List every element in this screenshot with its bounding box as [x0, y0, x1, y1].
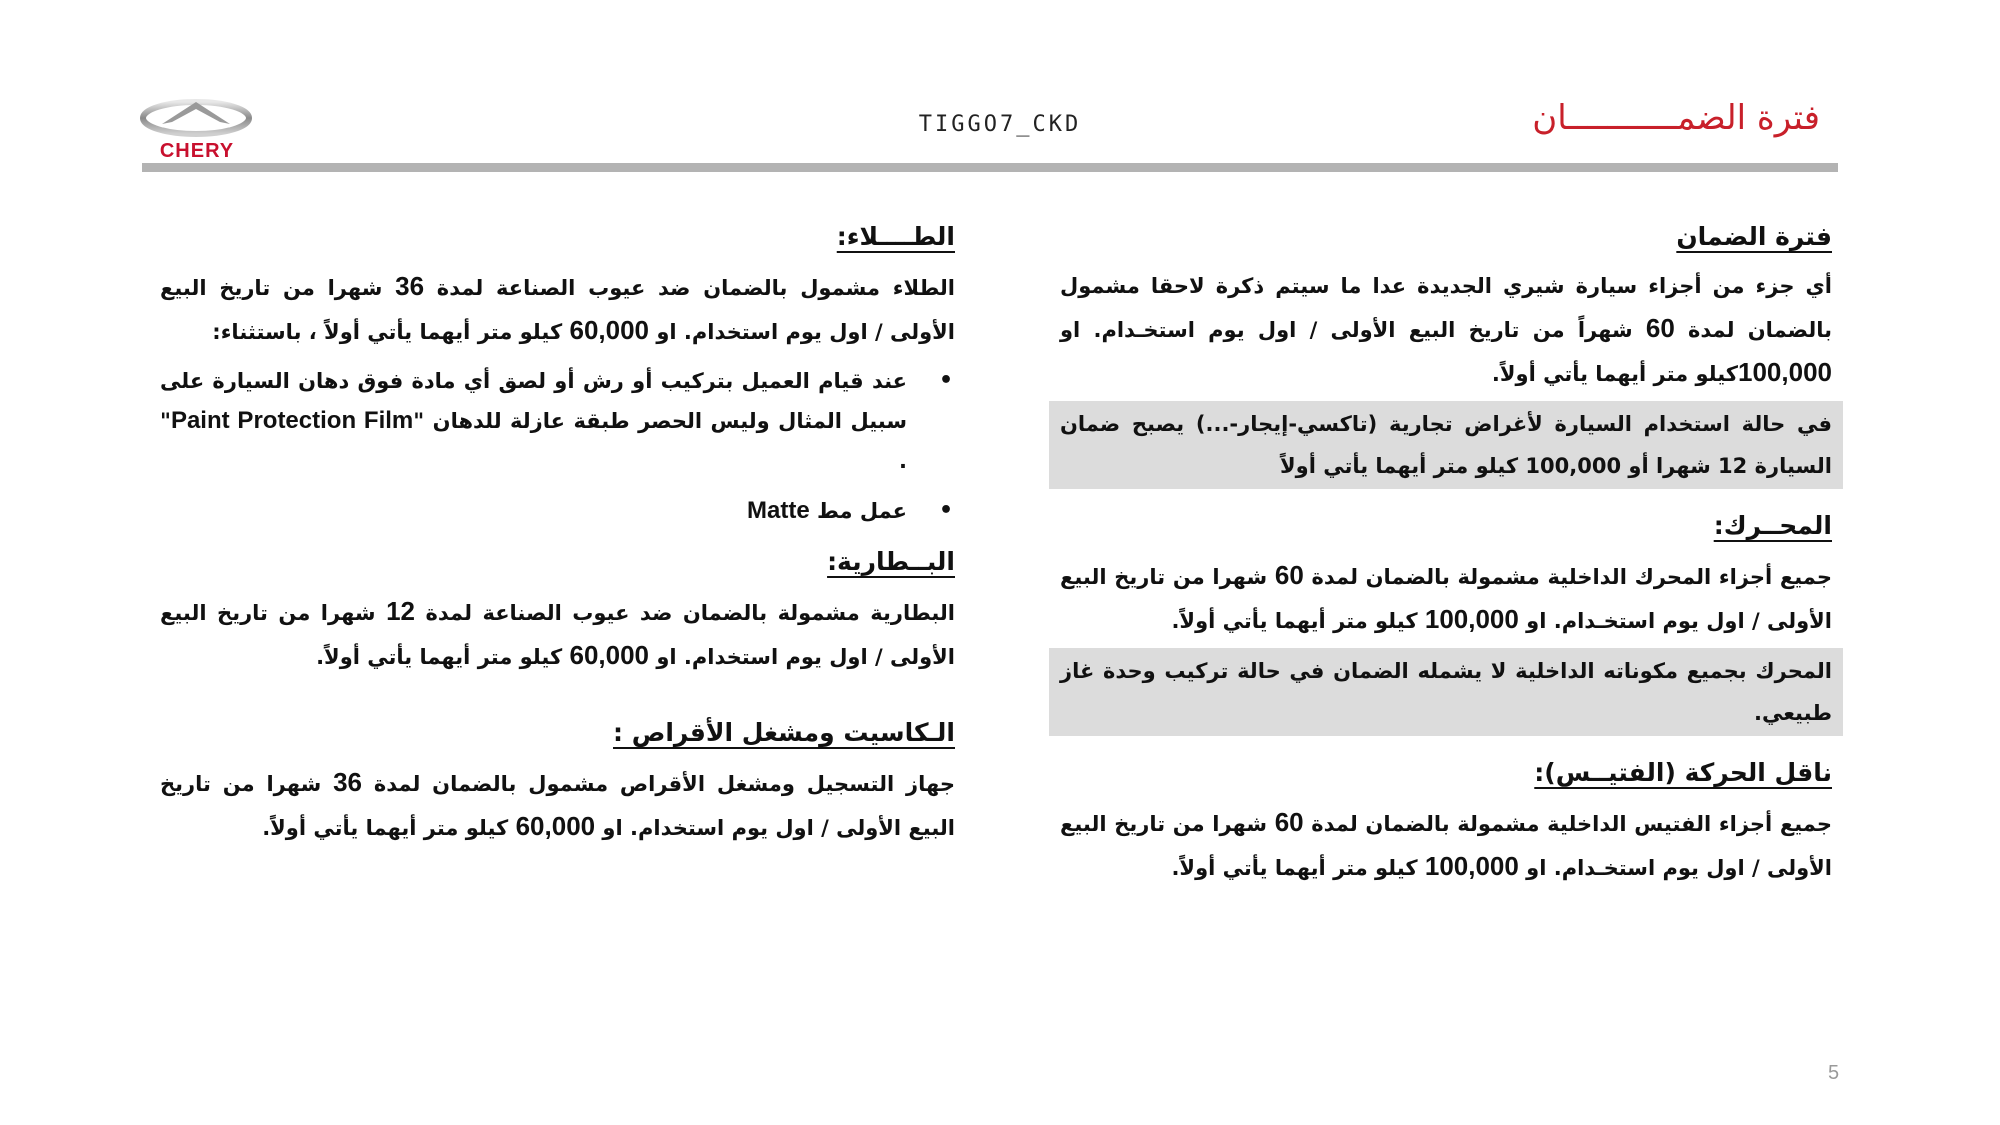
document-code: TIGGO7_CKD [918, 112, 1082, 137]
section-heading: المحــرك: [1713, 511, 1832, 540]
brand-wordmark: CHERY [159, 140, 235, 162]
engine-section [1060, 511, 1832, 642]
months-value: 60 [1645, 313, 1675, 343]
bullet-icon: • [938, 368, 953, 393]
km-value: 60,000 [569, 315, 650, 345]
note-text: المحرك بجميع مكوناته الداخلية لا يشمله الضمان في حالة تركيب وحدة غاز طبيعي. [1060, 659, 1832, 725]
text: شهرا من تاريخ البيع الأولى / اول يوم استخدام. او [160, 772, 955, 840]
transmission-section [1060, 758, 1832, 889]
months-value: 12 [386, 596, 415, 626]
left-column [160, 222, 955, 849]
text: كيلو متر أيهما يأتي أولاً ، باستثناء: [212, 320, 570, 344]
months-value: 60 [1274, 807, 1304, 837]
months-value: 60 [1274, 560, 1304, 590]
exceptions-list [160, 361, 955, 531]
exception-item [160, 491, 955, 531]
text: شهرا من تاريخ البيع الأولى / اول يوم استخـدام. او [1060, 812, 1832, 880]
text: جميع أجزاء الفتيس الداخلية مشمولة بالضمان لمدة [1303, 812, 1832, 836]
section-paragraph [1060, 265, 1832, 395]
section-heading: فترة الضمان [1676, 222, 1832, 251]
section-paragraph [160, 265, 955, 353]
battery-section [160, 547, 955, 678]
latin-term: Paint Protection Film [170, 407, 414, 434]
text: عمل مط [809, 499, 907, 523]
right-column [1060, 222, 1832, 889]
text: أي جزء من أجزاء سيارة شيري الجديدة عدا ما سيتم ذكرة لاحقا مشمول بالضمان لمدة [1060, 274, 1832, 342]
text: شهرا من تاريخ البيع الأولى / اول يوم استخدام. او [160, 276, 955, 344]
exception-item [160, 361, 955, 481]
section-paragraph [1060, 554, 1832, 642]
section-heading: ناقل الحركة (الفتيــس): [1534, 758, 1832, 787]
section-heading: الطــــلاء: [836, 222, 955, 251]
section-paragraph [160, 761, 955, 849]
text: " . [160, 409, 907, 473]
text: الطلاء مشمول بالضمان ضد عيوب الصناعة لمدة [424, 276, 955, 300]
km-value: 100,000 [1424, 604, 1519, 634]
paint-section [160, 222, 955, 531]
text: جميع أجزاء المحرك الداخلية مشمولة بالضمان لمدة [1303, 565, 1833, 589]
text: كيلو متر أيهما يأتي أولاً. [1171, 856, 1425, 880]
text: كيلو متر أيهما يأتي أولاً. [262, 816, 516, 840]
text: كيلو متر أيهما يأتي أولاً. [1491, 362, 1739, 386]
text: شهرا من تاريخ البيع الأولى / اول يوم استخدام. او [160, 601, 955, 669]
km-value: 60,000 [569, 640, 650, 670]
km-value: 100,000 [1424, 851, 1519, 881]
text: البطارية مشمولة بالضمان ضد عيوب الصناعة لمدة [415, 601, 955, 625]
section-heading: البــطارية: [827, 547, 955, 576]
section-paragraph [1060, 801, 1832, 889]
section-paragraph [160, 590, 955, 678]
months-value: 36 [333, 767, 362, 797]
page-title: فترة الضمـــــــــــان [1532, 98, 1820, 138]
text: عند قيام العميل بتركيب أو رش أو لصق أي مادة فوق دهان السيارة على سبيل المثال وليس الحصر طبقة عازلة للدهان " [160, 369, 907, 433]
gas-conversion-note [1049, 648, 1843, 736]
warranty-section [1060, 222, 1832, 395]
months-value: 36 [395, 271, 425, 301]
chery-emblem-icon [140, 98, 252, 138]
note-text: في حالة استخدام السيارة لأغراض تجارية (تاكسي-إيجار-...) يصبح ضمان السيارة 12 شهرا أو 100,000 كيلو متر أيهما يأتي أولاً [1060, 412, 1832, 478]
latin-term: Matte [747, 497, 810, 524]
chery-logo [140, 98, 252, 142]
section-heading: الـكاسيت ومشغل الأقراص : [613, 718, 955, 747]
text: كيلو متر أيهما يأتي أولاً. [316, 645, 570, 669]
km-value: 100,000 [1738, 357, 1832, 387]
text: كيلو متر أيهما يأتي أولاً. [1171, 609, 1425, 633]
text: جهاز التسجيل ومشغل الأقراص مشمول بالضمان لمدة [362, 772, 955, 796]
text: شهراً من تاريخ البيع الأولى / اول يوم استخـدام. او [1060, 318, 1646, 342]
text: شهرا من تاريخ البيع الأولى / اول يوم استخـدام. او [1060, 565, 1832, 633]
bullet-icon: • [938, 498, 953, 523]
page-number: 5 [1828, 1062, 1840, 1084]
commercial-use-note [1049, 401, 1843, 489]
km-value: 60,000 [515, 811, 596, 841]
audio-section [160, 718, 955, 849]
header-divider [142, 163, 1838, 172]
